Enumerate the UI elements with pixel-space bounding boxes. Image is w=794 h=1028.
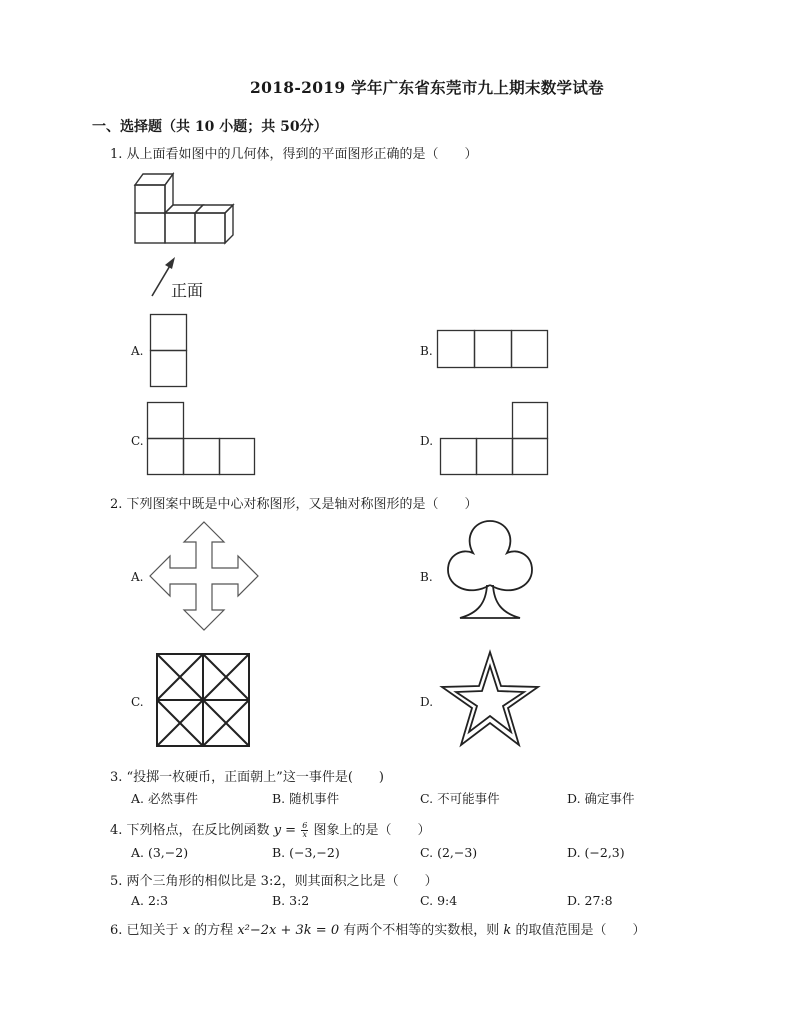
q2-option-b-figure[interactable] [440, 515, 540, 630]
q4-fraction [301, 822, 308, 839]
q2-option-d-figure[interactable] [438, 650, 542, 750]
q6-var-x: x [182, 923, 191, 938]
q1-option-d-label: D. [420, 434, 434, 448]
section-heading: 一、选择题（共 10 小题；共 50分） [92, 119, 328, 135]
q5-option-d[interactable]: D. 27:8 [567, 893, 613, 908]
q2-option-d-label: D. [420, 695, 434, 709]
page-title: 2018-2019 学年广东省东莞市九上期末数学试卷 [250, 78, 604, 97]
q2-option-c-figure[interactable] [155, 652, 251, 748]
q4-option-d[interactable]: D. (−2,3) [567, 845, 625, 860]
question-5-stem: 5. 两个三角形的相似比是 3:2，则其面积之比是（ ） [110, 874, 438, 889]
q2-option-a-figure[interactable] [148, 520, 260, 632]
q4-option-b[interactable]: B. (−3,−2) [272, 845, 340, 860]
q1-option-b-label: B. [420, 344, 433, 358]
q1-option-c-label: C. [131, 434, 144, 448]
q3-option-a[interactable]: A. 必然事件 [131, 791, 198, 806]
q1-option-c-figure[interactable] [147, 402, 257, 476]
q4-fraction-numerator: 6 [302, 821, 308, 830]
q4-fraction-denominator: x [302, 830, 307, 839]
q3-option-b[interactable]: B. 随机事件 [272, 791, 340, 806]
question-2-stem: 2. 下列图案中既是中心对称图形，又是轴对称图形的是（ ） [110, 497, 478, 512]
q6-stem-pre: 6. 已知关于 [110, 923, 179, 938]
q4-option-a[interactable]: A. (3,−2) [131, 845, 189, 860]
question-4-stem [110, 819, 430, 839]
q2-option-c-label: C. [131, 695, 144, 709]
q4-stem-pre: 4. 下列格点，在反比例函数 [110, 823, 270, 838]
question-3-stem: 3. “投掷一枚硬币，正面朝上”这一事件是( ) [110, 770, 384, 785]
q1-front-label: 正面 [171, 281, 204, 300]
q5-option-c[interactable]: C. 9:4 [420, 893, 458, 908]
q6-var-k: k [503, 923, 512, 938]
q1-option-a-figure[interactable] [150, 314, 188, 388]
question-6-stem [110, 919, 645, 938]
q6-equation: x²−2x + 3k = 0 [237, 923, 340, 938]
q1-option-d-figure[interactable] [440, 402, 550, 476]
q4-option-c[interactable]: C. (2,−3) [420, 845, 478, 860]
question-1-stem: 1. 从上面看如图中的几何体，得到的平面图形正确的是（ ） [110, 147, 478, 162]
q5-option-b[interactable]: B. 3:2 [272, 893, 310, 908]
q6-stem-post: 的取值范围是（ ） [515, 923, 646, 938]
q1-option-a-label: A. [131, 344, 144, 358]
q3-option-d[interactable]: D. 确定事件 [567, 791, 635, 806]
q3-option-c[interactable]: C. 不可能事件 [420, 791, 500, 806]
q6-stem-mid2: 有两个不相等的实数根，则 [343, 923, 500, 938]
q2-option-b-label: B. [420, 570, 433, 584]
q6-stem-mid1: 的方程 [194, 923, 234, 938]
q5-option-a[interactable]: A. 2:3 [131, 893, 169, 908]
q4-function-lhs: y = [273, 823, 297, 838]
q2-option-a-label: A. [131, 570, 144, 584]
q1-option-b-figure[interactable] [437, 330, 549, 370]
q4-stem-post: 图象上的是（ ） [313, 823, 431, 838]
